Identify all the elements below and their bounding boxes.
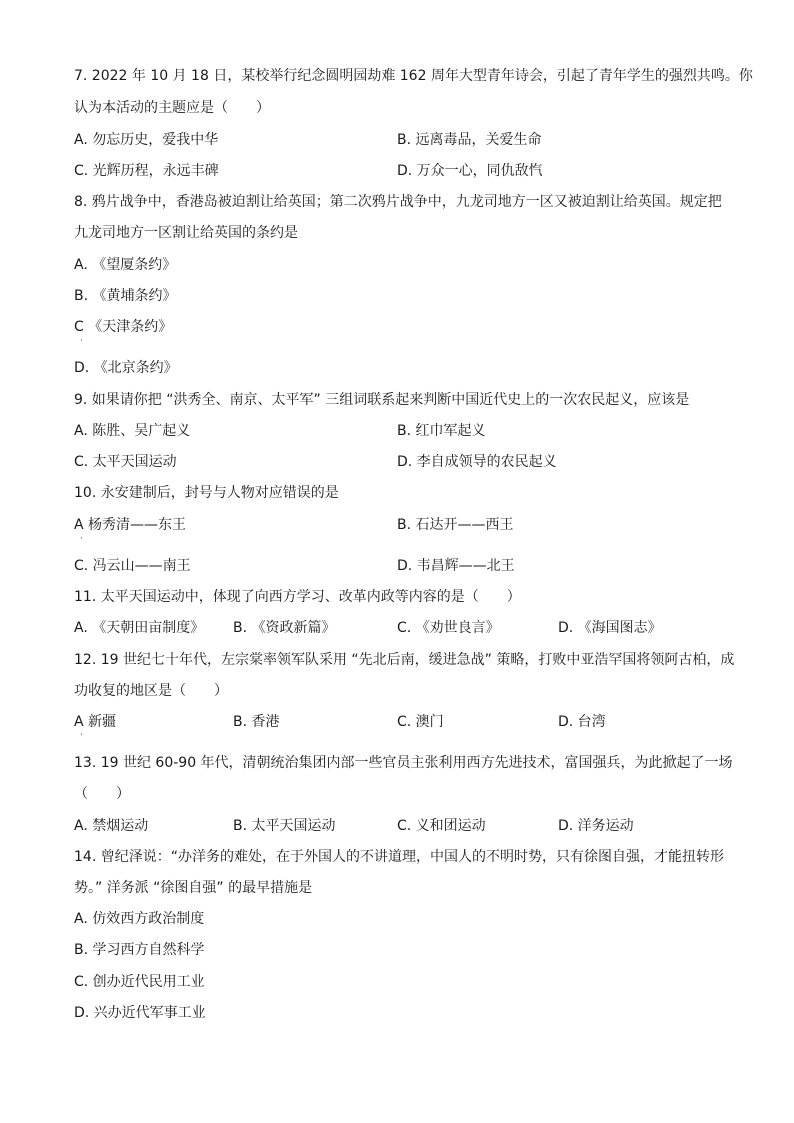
q10-option-b: B. 石达开——西王: [397, 517, 514, 533]
q13-option-a: A. 禁烟运动: [74, 818, 149, 834]
q12-option-a: A 新疆: [74, 714, 117, 730]
scan-dot-mark: ·: [80, 534, 83, 544]
q14-option-a: A. 仿效西方政治制度: [74, 911, 205, 927]
q13-stem-line2: （ ）: [74, 786, 130, 802]
q8-option-b: B. 《黄埔条约》: [74, 288, 177, 304]
q9-stem-line1: 9. 如果请你把 “洪秀全、南京、太平军” 三组词联系起来判断中国近代史上的一次农民起义，应该是: [74, 392, 690, 408]
q9-option-c: C. 太平天国运动: [74, 454, 177, 470]
q13-stem-line1: 13. 19 世纪 60-90 年代，清朝统治集团内部一些官员主张利用西方先进技术，富国强兵，为此掀起了一场: [74, 755, 733, 771]
q7-stem-line2: 认为本活动的主题应是（ ）: [74, 100, 270, 116]
scan-dot-mark: ·: [80, 336, 83, 346]
q11-stem-line1: 11. 太平天国运动中，体现了向西方学习、改革内政等内容的是（ ）: [74, 589, 521, 605]
q7-option-d: D. 万众一心，同仇敌忾: [397, 163, 543, 179]
q14-stem-line1: 14. 曾纪泽说：“办洋务的难处，在于外国人的不讲道理，中国人的不明时势，只有徐图自强，才能扭转形: [74, 849, 724, 865]
q12-stem-line2: 功收复的地区是（ ）: [74, 683, 228, 699]
q11-option-a: A. 《天朝田亩制度》: [74, 620, 205, 636]
q9-option-a: A. 陈胜、吴广起义: [74, 423, 191, 439]
q13-option-d: D. 洋务运动: [558, 818, 634, 834]
q10-option-d: D. 韦昌辉——北王: [397, 558, 515, 574]
q8-option-a: A. 《望厦条约》: [74, 257, 177, 273]
q7-option-a: A. 勿忘历史，爱我中华: [74, 132, 219, 148]
scan-dot-mark: ·: [80, 730, 83, 740]
q12-option-d: D. 台湾: [558, 714, 606, 730]
q8-option-d: D. 《北京条约》: [74, 360, 178, 376]
q9-option-b: B. 红巾军起义: [397, 423, 486, 439]
q14-option-b: B. 学习西方自然科学: [74, 942, 205, 958]
q10-option-a: A 杨秀清——东王: [74, 517, 187, 533]
q11-option-b: B. 《资政新篇》: [233, 620, 336, 636]
q12-option-c: C. 澳门: [397, 714, 444, 730]
q8-option-c: C 《天津条约》: [74, 319, 173, 335]
q8-stem-line2: 九龙司地方一区割让给英国的条约是: [74, 225, 298, 241]
q13-option-b: B. 太平天国运动: [233, 818, 336, 834]
q12-stem-line1: 12. 19 世纪七十年代，左宗棠率领军队采用 “先北后南，缓进急战” 策略，打败中亚浩罕国将领阿古柏，成: [74, 652, 735, 668]
q7-option-c: C. 光辉历程，永远丰碑: [74, 163, 219, 179]
q14-option-c: C. 创办近代民用工业: [74, 974, 205, 990]
q9-option-d: D. 李自成领导的农民起义: [397, 454, 557, 470]
q11-option-c: C. 《劝世良言》: [397, 620, 500, 636]
q13-option-c: C. 义和团运动: [397, 818, 486, 834]
q8-stem-line1: 8. 鸦片战争中，香港岛被迫割让给英国；第二次鸦片战争中，九龙司地方一区又被迫割让给英国。规定把: [74, 194, 722, 210]
q10-option-c: C. 冯云山——南王: [74, 558, 191, 574]
q11-option-d: D. 《海国图志》: [558, 620, 662, 636]
q14-option-d: D. 兴办近代军事工业: [74, 1005, 206, 1021]
q10-stem-line1: 10. 永安建制后，封号与人物对应错误的是: [74, 485, 339, 501]
q7-option-b: B. 远离毒品，关爱生命: [397, 132, 542, 148]
q12-option-b: B. 香港: [233, 714, 280, 730]
q7-stem-line1: 7. 2022 年 10 月 18 日，某校举行纪念圆明园劫难 162 周年大型青年诗会，引起了青年学生的强烈共鸣。你: [74, 68, 753, 84]
q14-stem-line2: 势。” 洋务派 “徐图自强” 的最早措施是: [74, 880, 313, 896]
